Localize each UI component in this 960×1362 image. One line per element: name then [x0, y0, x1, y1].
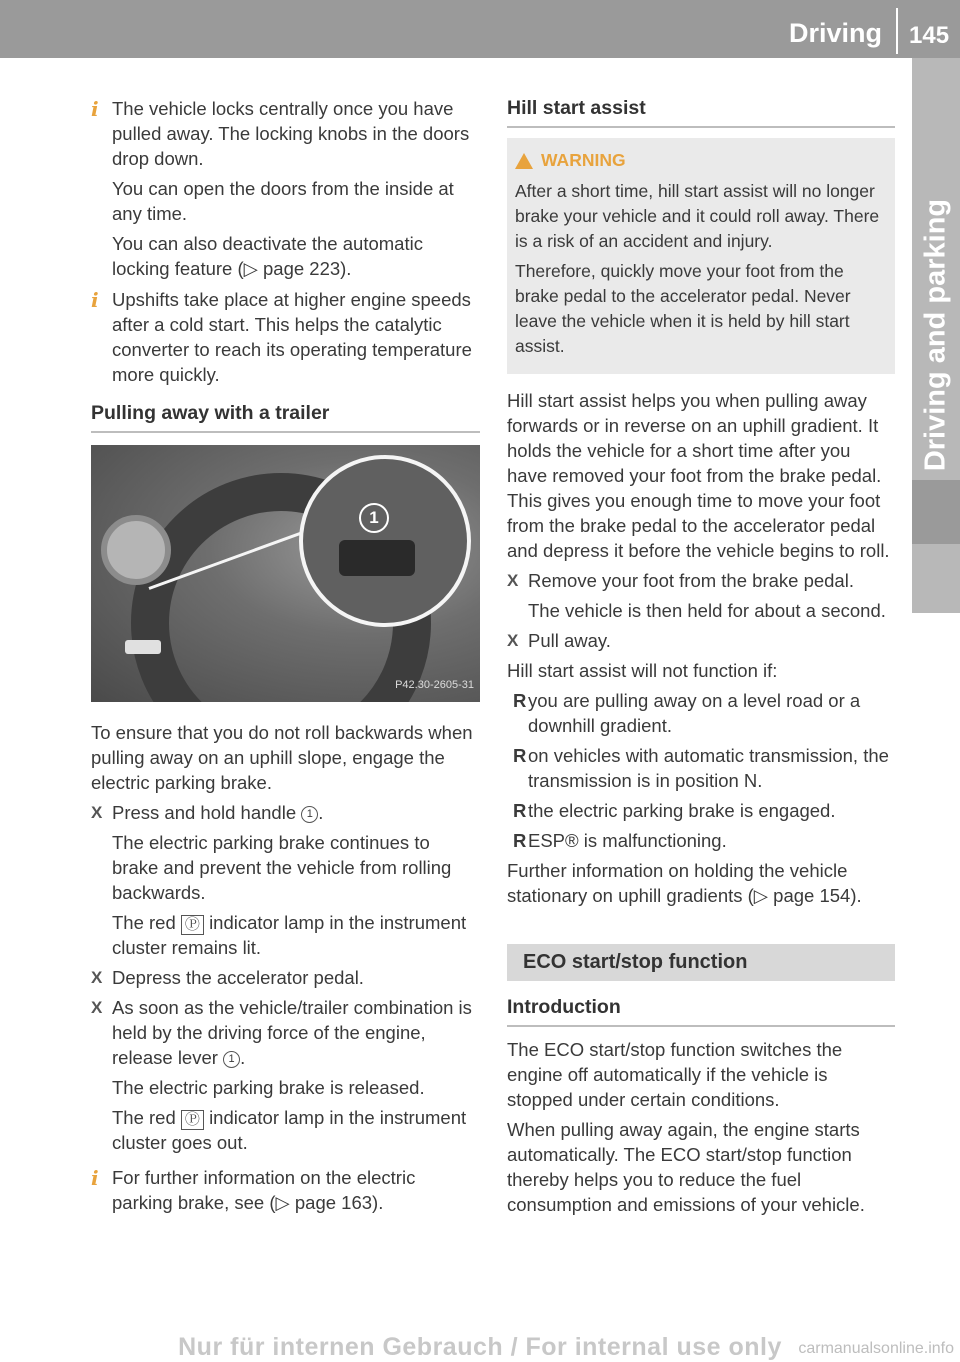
paragraph: Hill start assist helps you when pulling away forwards or in reverse on an uphill gradient. It holds the vehicle for a short time after you have removed your foot from the brake pedal. This gives you enough time to move your foot from the brake pedal to the accelerator pedal and depress it before the vehicle begins to roll.	[507, 390, 890, 561]
info-note	[91, 287, 480, 387]
warning-box	[507, 138, 895, 374]
step-text: Pull away.	[528, 630, 611, 651]
callout-number: 1	[359, 503, 389, 533]
info-text: Upshifts take place at higher engine speeds after a cold start. This helps the catalytic converter to reach its operating temperature more quickly.	[112, 289, 472, 385]
step-text: The electric parking brake is released.	[112, 1077, 425, 1098]
step-text: As soon as the vehicle/trailer combination is held by the driving force of the engine, release lever 1 .	[112, 997, 472, 1068]
section-heading: Introduction	[507, 995, 895, 1027]
bullet-item: R on vehicles with automatic transmission, the transmission is in position N.	[513, 745, 889, 791]
handle-closeup-shape	[339, 540, 415, 576]
brake-handle-shape	[125, 640, 161, 654]
step-text: The vehicle is then held for about a second.	[528, 600, 886, 621]
step	[91, 965, 480, 990]
parking-brake-photo	[91, 445, 480, 702]
paragraph: When pulling away again, the engine starts automatically. The ECO start/stop function thereby helps you to reduce the fuel consumption and emissions of your vehicle.	[507, 1119, 865, 1215]
section-title: Driving	[788, 18, 882, 48]
step-text: The red Ⓟ indicator lamp in the instrument cluster remains lit.	[112, 912, 467, 958]
step-arrow-icon: X	[507, 571, 519, 590]
step	[91, 800, 480, 960]
step-text: Press and hold handle 1 .	[112, 802, 324, 823]
info-note	[91, 96, 480, 281]
bullet-item: R the electric parking brake is engaged.	[513, 800, 836, 821]
image-code: P42.30-2605-31	[395, 679, 474, 691]
step-arrow-icon: X	[91, 968, 103, 987]
header-divider	[896, 8, 898, 54]
step	[507, 628, 895, 653]
left-column	[91, 96, 480, 1220]
bullet-item: R ESP® is malfunctioning.	[513, 830, 727, 851]
parking-brake-icon: Ⓟ	[181, 1110, 204, 1130]
footer-watermark: Nur für internen Gebrauch / For internal use only	[178, 1333, 782, 1361]
source-watermark: carmanualsonline.info	[798, 1340, 954, 1357]
info-text: You can also deactivate the automatic locking feature (▷ page 223).	[112, 233, 423, 279]
step	[507, 568, 895, 623]
info-text: You can open the doors from the inside at any time.	[112, 178, 454, 224]
section-heading: Hill start assist	[507, 96, 895, 128]
step-arrow-icon: X	[91, 998, 103, 1017]
parking-brake-icon: Ⓟ	[181, 915, 204, 935]
page-number: 145	[909, 22, 950, 49]
info-text: The vehicle locks centrally once you have pulled away. The locking knobs in the doors drop down.	[112, 98, 470, 169]
warning-text: Therefore, quickly move your foot from the brake pedal to the accelerator pedal. Never leave the vehicle when it is held by hill start assist.	[515, 261, 851, 356]
right-column	[507, 96, 895, 1222]
info-note	[91, 1165, 480, 1215]
step-text: Depress the accelerator pedal.	[112, 967, 364, 988]
step-text: The red Ⓟ indicator lamp in the instrument cluster goes out.	[112, 1107, 467, 1153]
paragraph: Hill start assist will not function if:	[507, 660, 778, 681]
warning-title: WARNING	[515, 148, 887, 173]
paragraph: To ensure that you do not roll backwards when pulling away on an uphill slope, engage the electric parking brake.	[91, 722, 473, 793]
step-arrow-icon: X	[91, 803, 103, 822]
step-text: Remove your foot from the brake pedal.	[528, 570, 854, 591]
info-icon: i	[91, 97, 99, 121]
air-vent-shape	[101, 515, 171, 585]
warning-text: After a short time, hill start assist will no longer brake your vehicle and it could roll away. There is a risk of an accident and injury.	[515, 181, 880, 251]
warning-icon	[515, 153, 533, 169]
chapter-tab-label: Driving and parking	[919, 198, 952, 472]
chapter-tab-marker	[912, 480, 960, 544]
info-icon: i	[91, 1166, 99, 1190]
paragraph: The ECO start/stop function switches the engine off automatically if the vehicle is stopped under certain conditions.	[507, 1039, 843, 1110]
info-text: For further information on the electric parking brake, see (▷ page 163).	[112, 1167, 416, 1213]
step-text: The electric parking brake continues to brake and prevent the vehicle from rolling backwards.	[112, 832, 452, 903]
step	[91, 995, 480, 1155]
section-heading: Pulling away with a trailer	[91, 401, 480, 433]
paragraph: Further information on holding the vehicle stationary on uphill gradients (▷ page 154).	[507, 860, 862, 906]
info-icon: i	[91, 288, 99, 312]
chapter-band: ECO start/stop function	[507, 944, 895, 981]
step-arrow-icon: X	[507, 631, 519, 650]
bullet-item: R you are pulling away on a level road or a downhill gradient.	[513, 690, 861, 736]
